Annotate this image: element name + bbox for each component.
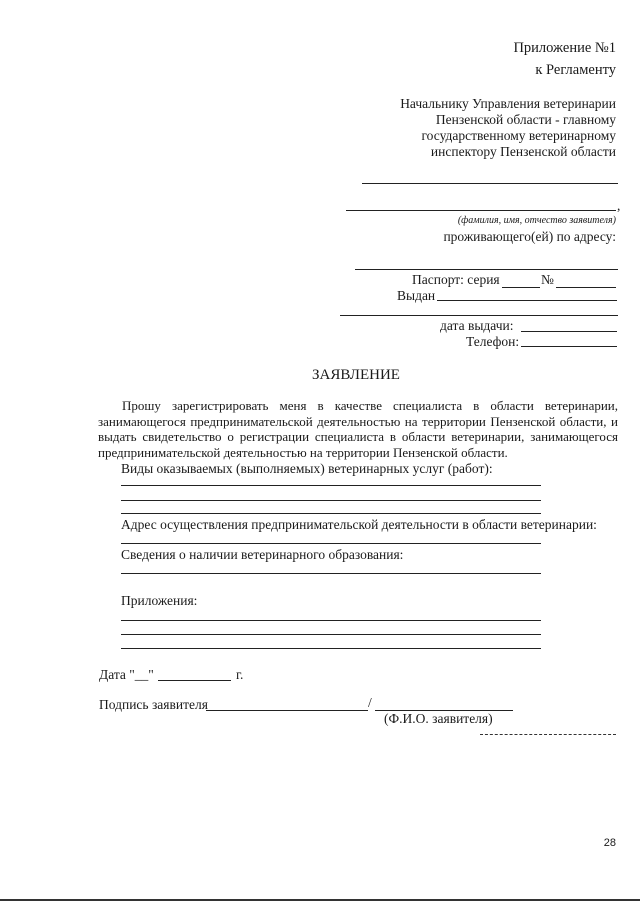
addressee-line: Начальнику Управления ветеринарии: [400, 96, 616, 111]
address-line[interactable]: [355, 269, 618, 270]
issue-date-label: дата выдачи:: [440, 318, 514, 333]
services-field[interactable]: [121, 485, 541, 486]
issued-by-field[interactable]: [437, 300, 617, 301]
comma: ,: [617, 198, 621, 213]
attachments-field[interactable]: [121, 634, 541, 635]
addressee-line: государственному ветеринарному: [421, 128, 616, 143]
passport-series-label: Паспорт: серия: [412, 272, 500, 287]
issue-date-field[interactable]: [521, 331, 617, 332]
business-address-field[interactable]: [121, 543, 541, 544]
business-address-label: Адрес осуществления предпринимательской деятельности в области ветеринарии:: [121, 517, 597, 532]
issued-by-field-2[interactable]: [340, 315, 618, 316]
dashed-rule: [480, 734, 616, 735]
signature-field[interactable]: [206, 710, 368, 711]
services-field[interactable]: [121, 513, 541, 514]
appendix-title: Приложение №1: [513, 40, 616, 56]
signature-slash: /: [368, 695, 372, 710]
fio-caption: (Ф.И.О. заявителя): [384, 711, 493, 726]
residing-label: проживающего(ей) по адресу:: [443, 229, 616, 244]
request-paragraph: [98, 398, 618, 460]
addressee-line: Пензенской области - главному: [435, 112, 616, 127]
date-label: Дата "__": [99, 667, 154, 682]
passport-number-field[interactable]: [556, 287, 616, 288]
page-bottom-rule: [0, 899, 640, 901]
year-suffix: г.: [236, 667, 244, 682]
applicant-name-line[interactable]: [346, 210, 616, 211]
issued-by-label: Выдан: [397, 288, 436, 303]
services-label: Виды оказываемых (выполняемых) ветеринарных услуг (работ):: [121, 461, 493, 476]
name-caption: (фамилия, имя, отчество заявителя): [457, 215, 616, 226]
request-text: Прошу зарегистрировать меня в качестве специалиста в области ветеринарии, занимающегося предпринимательской деятельностью на территории Пензенской области, и выдать свидетельство о регистрации специалиста в области ветеринарии, занимающегося предпринимательской деятельностью на территории Пензенской области.: [98, 398, 618, 460]
education-field[interactable]: [121, 573, 541, 574]
attachments-field[interactable]: [121, 648, 541, 649]
phone-field[interactable]: [521, 346, 617, 347]
services-field[interactable]: [121, 500, 541, 501]
regulation-label: к Регламенту: [535, 62, 616, 78]
attachments-field[interactable]: [121, 620, 541, 621]
education-label: Сведения о наличии ветеринарного образования:: [121, 547, 404, 562]
date-field[interactable]: [158, 680, 231, 681]
page-number: 28: [603, 837, 616, 849]
passport-series-field[interactable]: [502, 287, 540, 288]
addressee-line: инспектору Пензенской области: [430, 144, 616, 159]
statement-title: ЗАЯВЛЕНИЕ: [312, 367, 400, 383]
passport-number-label: №: [541, 272, 554, 287]
phone-label: Телефон:: [466, 334, 520, 349]
signature-label: Подпись заявителя: [99, 697, 208, 712]
attachments-label: Приложения:: [121, 593, 198, 608]
applicant-name-line[interactable]: [362, 183, 618, 184]
